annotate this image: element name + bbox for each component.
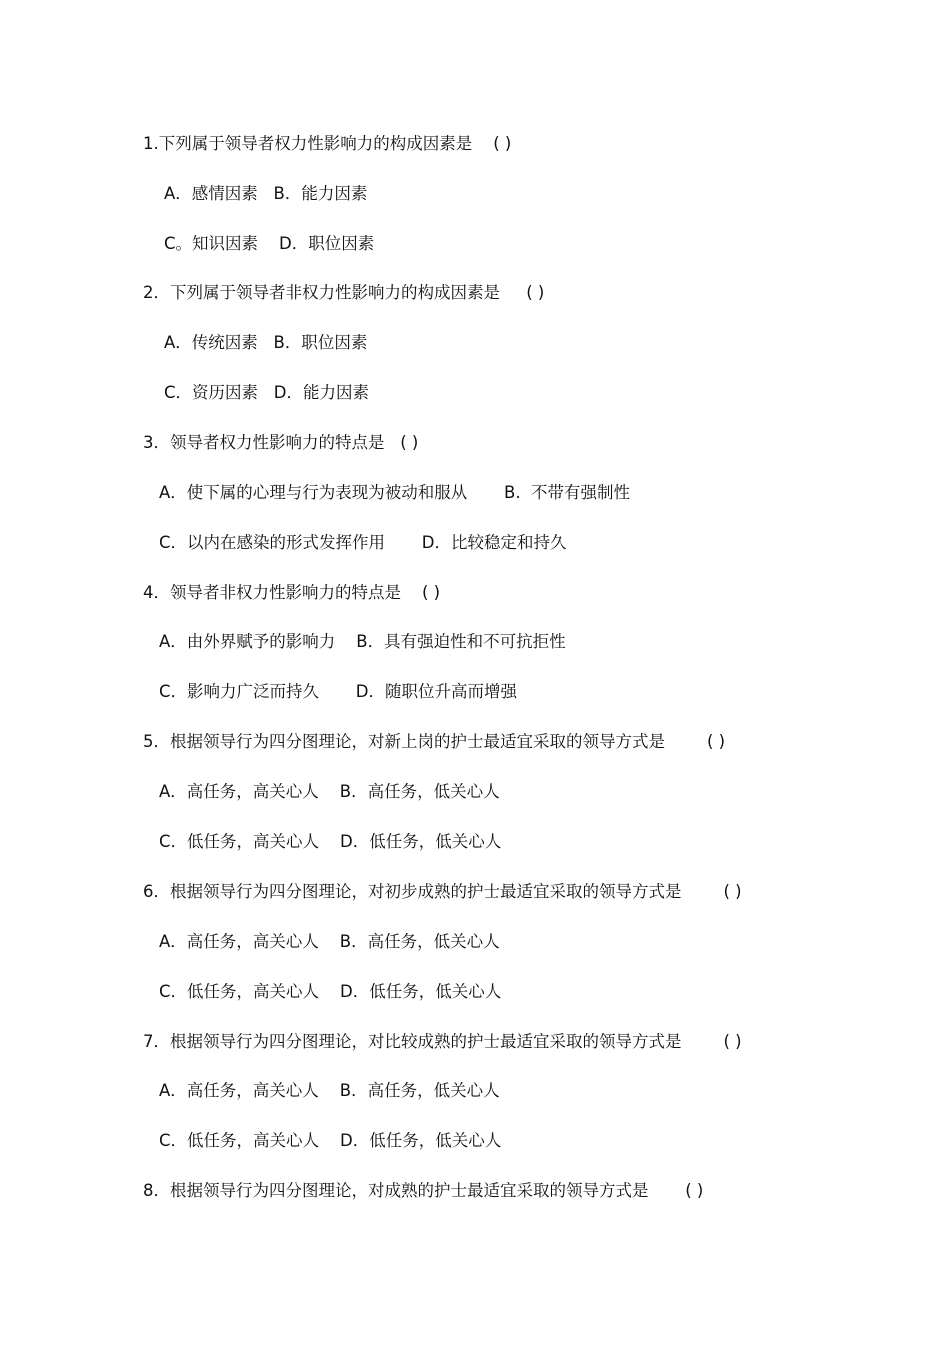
question-3-options-row-2: C．以内在感染的形式发挥作用 D．比较稳定和持久: [159, 533, 567, 552]
question-2-options-row-2: C．资历因素 D．能力因素: [164, 383, 369, 402]
question-8-stem: 8．根据领导行为四分图理论，对成熟的护士最适宜采取的领导方式是 ( ): [143, 1181, 704, 1200]
question-1-options-row-1: A．感情因素 B．能力因素: [164, 184, 368, 203]
question-5-options-row-2: C．低任务，高关心人 D．低任务，低关心人: [159, 832, 502, 851]
question-6-options-row-1: A．高任务，高关心人 B．高任务，低关心人: [159, 932, 500, 951]
question-6-stem: 6．根据领导行为四分图理论，对初步成熟的护士最适宜采取的领导方式是 ( ): [143, 882, 742, 901]
question-2-stem: 2．下列属于领导者非权力性影响力的构成因素是 ( ): [143, 283, 545, 302]
question-5-stem: 5．根据领导行为四分图理论，对新上岗的护士最适宜采取的领导方式是 ( ): [143, 732, 726, 751]
question-4-stem: 4．领导者非权力性影响力的特点是 ( ): [143, 583, 441, 602]
question-7-options-row-1: A．高任务，高关心人 B．高任务，低关心人: [159, 1081, 500, 1100]
question-5-options-row-1: A．高任务，高关心人 B．高任务，低关心人: [159, 782, 500, 801]
question-4-options-row-1: A．由外界赋予的影响力 B．具有强迫性和不可抗拒性: [159, 632, 566, 651]
question-3-options-row-1: A．使下属的心理与行为表现为被动和服从 B. 不带有强制性: [159, 483, 631, 502]
question-2-options-row-1: A．传统因素 B．职位因素: [164, 333, 368, 352]
question-7-stem: 7．根据领导行为四分图理论，对比较成熟的护士最适宜采取的领导方式是 ( ): [143, 1032, 742, 1051]
question-4-options-row-2: C．影响力广泛而持久 D．随职位升高而增强: [159, 682, 517, 701]
question-6-options-row-2: C．低任务，高关心人 D．低任务，低关心人: [159, 982, 502, 1001]
question-7-options-row-2: C．低任务，高关心人 D．低任务，低关心人: [159, 1131, 502, 1150]
question-1-stem: 1.下列属于领导者权力性影响力的构成因素是 ( ): [143, 134, 512, 153]
question-1-options-row-2: C。知识因素 D．职位因素: [164, 234, 375, 253]
question-3-stem: 3．领导者权力性影响力的特点是 ( ): [143, 433, 419, 452]
